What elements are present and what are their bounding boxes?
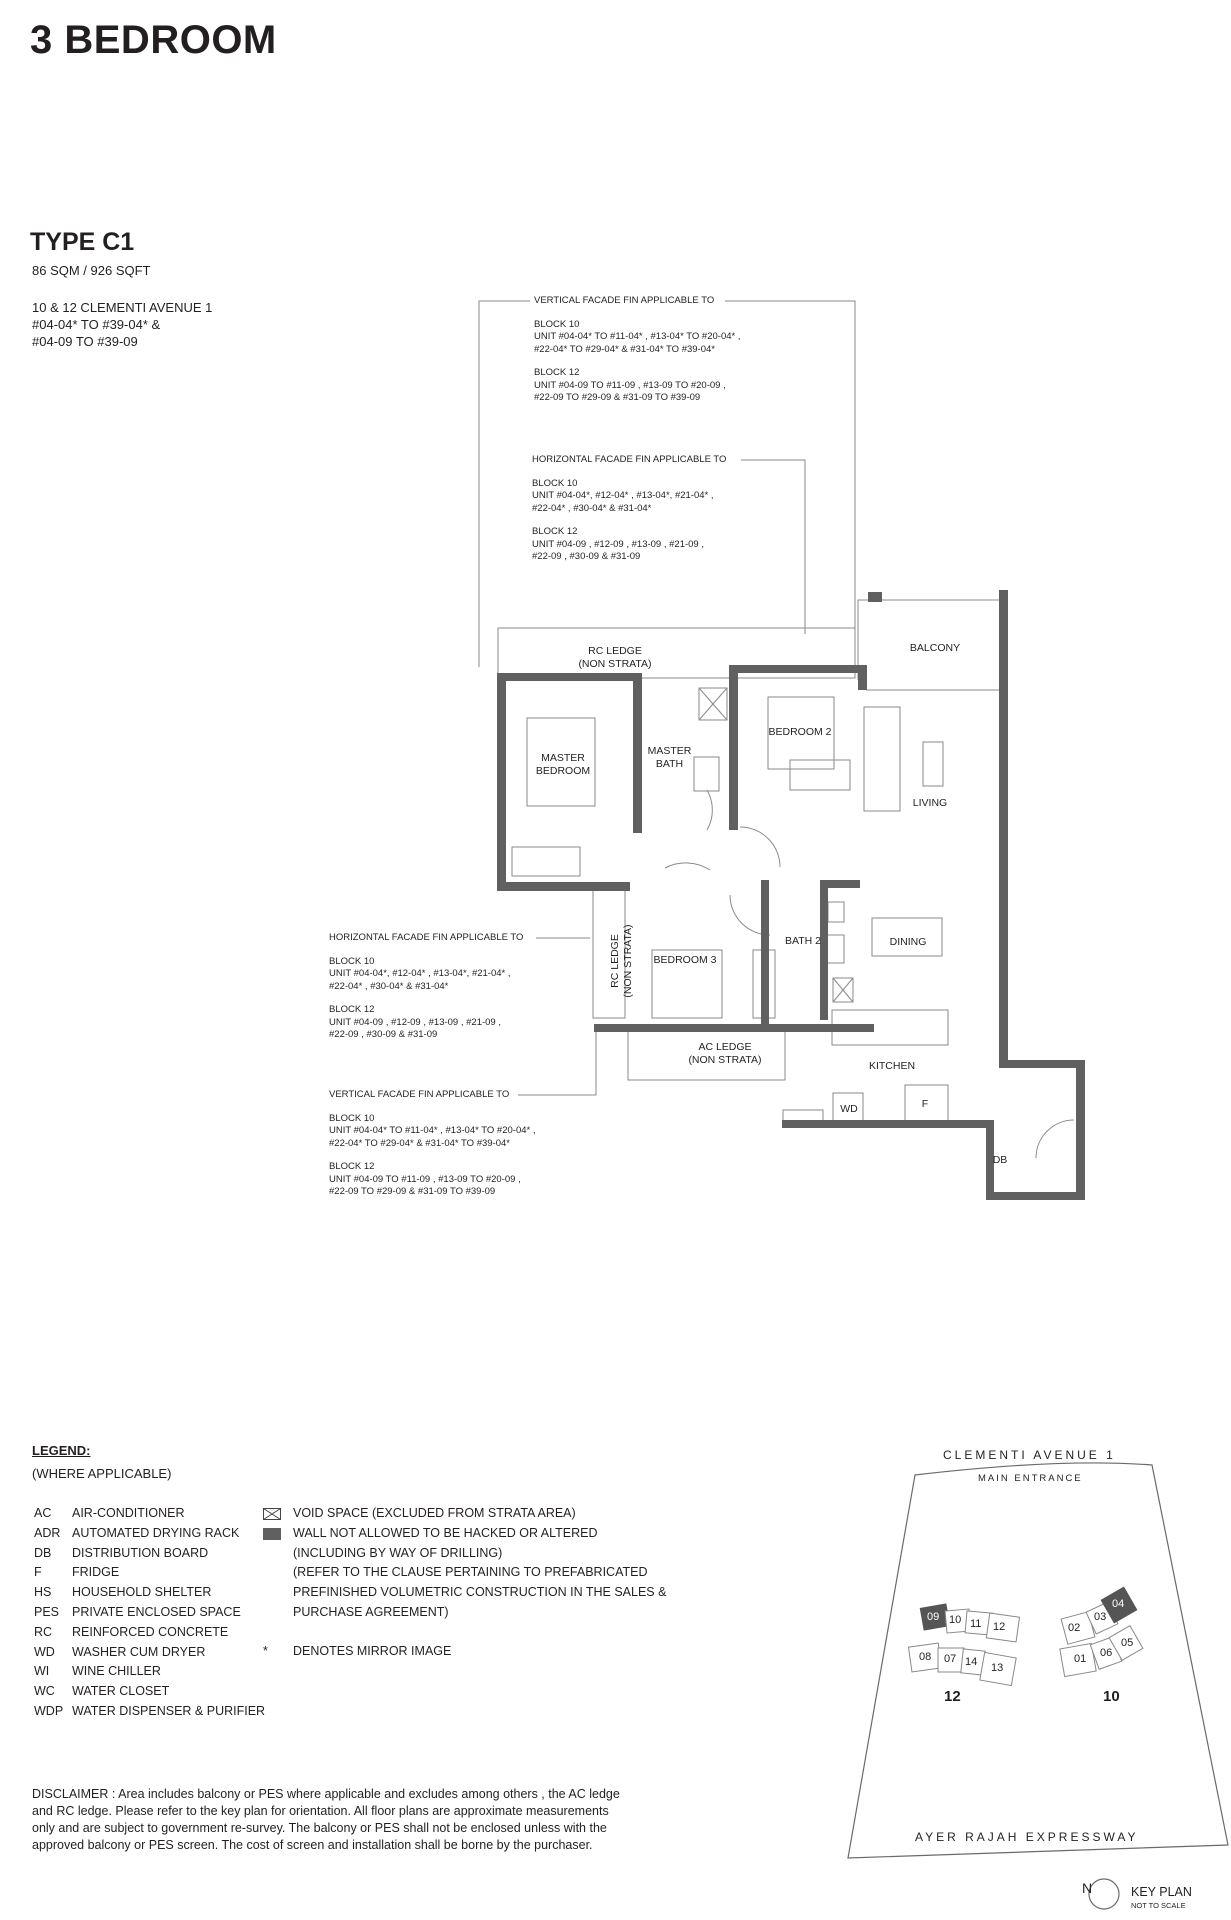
disclaimer [32,1786,682,1854]
legend-item [34,1643,265,1663]
room-label: RC LEDGE [588,645,642,657]
wall [858,665,867,690]
wall [999,590,1008,1068]
master-bedroom-label [523,752,603,778]
disclaimer-line: approved balcony or PES screen. The cost of screen and installation shall be borne by the purchaser. [32,1838,593,1852]
note-block-title: BLOCK 12 [329,1161,375,1172]
wall [729,665,738,830]
wall [868,592,882,602]
north-compass [1089,1879,1119,1909]
wall [497,673,637,681]
kitchen-label: KITCHEN [868,1060,916,1072]
bath2-basin [828,902,844,922]
note-line: #22-09 TO #29-09 & #31-09 TO #39-09 [534,392,701,403]
unit-type-title: TYPE C1 [30,228,135,256]
legend-wall-line [263,1583,666,1603]
coffee-table [923,742,943,786]
unit-number: 14 [965,1656,978,1668]
note-line: UNIT #04-09 TO #11-09 , #13-09 TO #20-09 , [534,379,726,391]
block-10-label: 10 [1103,1688,1120,1705]
wall [986,1192,1085,1200]
door-swing [707,790,712,830]
rc-ledge-side-label [609,906,635,1016]
note-heading: HORIZONTAL FACADE FIN APPLICABLE TO [329,932,524,943]
legend-desc: VOID SPACE (EXCLUDED FROM STRATA AREA) [293,1506,576,1520]
legend-abbr: RC [34,1624,53,1639]
wall [729,665,859,673]
note-line: #22-04* , #30-04* & #31-04* [532,502,652,514]
legend-desc: DISTRIBUTION BOARD [72,1545,209,1560]
page-title: 3 BEDROOM [30,18,277,62]
legend-desc: AIR-CONDITIONER [72,1506,185,1520]
disclaimer-line: DISCLAIMER : Area includes balcony or PES where applicable and excludes among others , the AC ledge [32,1787,620,1801]
note-line: #22-04* , #30-04* & #31-04* [329,980,449,992]
key-plan-scale: NOT TO SCALE [1131,1901,1186,1910]
wall-swatch-icon [263,1528,281,1540]
unit-number: 08 [919,1651,932,1663]
living-label: LIVING [912,797,948,809]
note-block-title: BLOCK 10 [329,1112,375,1124]
wall [999,1060,1083,1068]
legend-void-row [263,1504,666,1524]
fridge-label: F [921,1098,929,1110]
room-label: RC LEDGE [609,934,621,988]
room-label: (NON STRATA) [622,924,634,998]
legend-wall-row [263,1524,666,1544]
leader-line [479,301,530,667]
legend-desc: FRIDGE [72,1565,120,1580]
note-block-title: BLOCK 12 [532,526,578,537]
key-plan-road-top: CLEMENTI AVENUE 1 [943,1448,1116,1462]
room-label: AC LEDGE [698,1041,752,1053]
note-block-title: BLOCK 12 [534,367,580,378]
legend-list [34,1504,265,1722]
unit-number: 09 [927,1611,940,1623]
master-bath-label [642,745,697,771]
note-heading: VERTICAL FACADE FIN APPLICABLE TO [329,1089,510,1100]
disclaimer-line: and RC ledge. Please refer to the key plan for orientation. All floor plans are approximate measurements [32,1804,609,1818]
unit-number: 10 [949,1614,962,1626]
legend-item [34,1504,265,1524]
legend-desc: WALL NOT ALLOWED TO BE HACKED OR ALTERED [293,1525,598,1540]
wall [497,678,506,891]
legend-abbr: WC [34,1684,55,1699]
legend-item [34,1524,265,1544]
dining-label: DINING [889,936,927,948]
legend-item [34,1563,265,1583]
unit-number: 01 [1074,1653,1087,1665]
sofa [864,707,900,811]
key-plan-main-entrance: MAIN ENTRANCE [978,1473,1083,1484]
legend-item [34,1702,265,1722]
legend-abbr: HS [34,1585,52,1600]
legend-desc: PURCHASE AGREEMENT) [293,1604,449,1619]
legend-abbr: WDP [34,1703,64,1718]
note-block-title: BLOCK 10 [534,318,580,330]
note-line: UNIT #04-09 TO #11-09 , #13-09 TO #20-09 , [329,1173,521,1185]
address-line: 10 & 12 CLEMENTI AVENUE 1 [32,300,213,315]
legend-abbr: F [34,1565,42,1580]
main-door-swing [1036,1120,1074,1158]
leader-line [725,301,855,645]
wd-label: WD [840,1103,858,1115]
legend-mirror-row [263,1642,666,1662]
disclaimer-line: only and are subject to government re-survey. The balcony or PES shall not be enclosed unless with the [32,1821,607,1835]
legend-desc: (INCLUDING BY WAY OF DRILLING) [293,1545,503,1560]
room-label: (NON STRATA) [688,1054,762,1066]
unit-number: 02 [1068,1622,1081,1634]
db-label: DB [992,1154,1008,1166]
legend-item [34,1623,265,1643]
master-wardrobe [512,847,580,876]
wall [782,1120,986,1128]
legend-desc: DENOTES MIRROR IMAGE [293,1643,452,1658]
note-block-title: BLOCK 10 [329,955,375,967]
legend-desc: PREFINISHED VOLUMETRIC CONSTRUCTION IN THE SALES & [293,1585,667,1600]
legend-desc: REINFORCED CONCRETE [72,1624,229,1639]
note-line: #22-09 TO #29-09 & #31-09 TO #39-09 [329,1186,496,1197]
legend-item [34,1662,265,1682]
legend-abbr: PES [34,1604,60,1619]
note-line: UNIT #04-04* TO #11-04* , #13-04* TO #20-04* , [329,1125,536,1136]
block-12-label: 12 [944,1688,961,1705]
legend-symbols [263,1504,666,1662]
legend-subtitle: (WHERE APPLICABLE) [32,1466,172,1481]
north-label: N [1082,1880,1093,1896]
unit-number: 06 [1100,1647,1113,1659]
legend-desc: WATER DISPENSER & PURIFIER [72,1703,266,1718]
ac-ledge-label [670,1041,780,1067]
legend-desc: WATER CLOSET [72,1684,170,1699]
unit-number: 12 [993,1621,1006,1633]
note-heading: HORIZONTAL FACADE FIN APPLICABLE TO [532,454,727,465]
note-line: UNIT #04-09 , #12-09 , #13-09 , #21-09 , [329,1016,501,1028]
door-swing [665,863,710,870]
note-line: #22-04* TO #29-04* & #31-04* TO #39-04* [534,343,715,355]
legend-desc: WASHER CUM DRYER [72,1644,206,1659]
address-line: #04-04* TO #39-04* & [32,317,161,332]
legend-item [34,1682,265,1702]
note-line: UNIT #04-04* TO #11-04* , #13-04* TO #20-04* , [534,331,741,342]
legend-desc: WINE CHILLER [72,1664,161,1679]
room-label: BEDROOM [535,765,591,777]
unit-number: 13 [991,1662,1004,1674]
unit-number: 03 [1094,1611,1107,1623]
key-plan-title: KEY PLAN [1131,1885,1192,1899]
note-line: UNIT #04-09 , #12-09 , #13-09 , #21-09 , [532,538,704,550]
legend-abbr: AC [34,1506,52,1520]
legend-desc: (REFER TO THE CLAUSE PERTAINING TO PREFABRICATED [293,1565,648,1580]
unit-number: 05 [1121,1637,1134,1649]
unit-number: 07 [944,1653,957,1665]
unit-number: 04 [1112,1598,1125,1610]
legend-desc: HOUSEHOLD SHELTER [72,1585,212,1600]
leader-line [741,460,805,634]
note-line: #22-04* TO #29-04* & #31-04* TO #39-04* [329,1137,510,1149]
wall [1076,1060,1085,1200]
address-line: #04-09 TO #39-09 [32,334,138,349]
legend-item [34,1583,265,1603]
note-line: UNIT #04-04*, #12-04* , #13-04*, #21-04* , [329,968,511,979]
structural-walls [497,590,1085,1200]
legend-abbr: ADR [34,1525,61,1540]
bedroom3-label: BEDROOM 3 [653,954,717,966]
wall [761,880,769,1030]
note-line: UNIT #04-04*, #12-04* , #13-04*, #21-04* , [532,490,714,501]
note-block-title: BLOCK 10 [532,477,578,489]
balcony-outline [858,600,1005,680]
bath2-label: BATH 2 [785,935,821,947]
void-space-icon [263,1508,281,1520]
legend-item [34,1603,265,1623]
legend-wall-line [263,1544,666,1564]
rc-ledge-top-label [555,645,675,671]
legend-desc: PRIVATE ENCLOSED SPACE [72,1604,241,1619]
wall [633,673,642,833]
bedroom2-label: BEDROOM 2 [768,726,832,738]
note-block-title: BLOCK 12 [329,1004,375,1015]
unit-number: 11 [970,1618,982,1630]
leader-line [518,1028,596,1095]
site-boundary [848,1463,1228,1858]
note-line: #22-09 , #30-09 & #31-09 [329,1029,438,1040]
legend-item [34,1544,265,1564]
note-heading: VERTICAL FACADE FIN APPLICABLE TO [534,295,715,306]
legend-wall-line [263,1563,666,1583]
door-swing [740,827,780,867]
room-label: MASTER [647,745,692,757]
room-label: BATH [655,758,684,770]
wall [594,1024,874,1032]
wall [820,880,828,1020]
balcony-label: BALCONY [909,642,961,654]
legend-abbr: WI [34,1664,50,1679]
bedroom2-wardrobe [790,760,850,790]
wall [497,882,630,891]
legend-abbr: DB [34,1545,52,1560]
note-line: #22-09 , #30-09 & #31-09 [532,551,641,562]
room-label: MASTER [541,752,585,764]
legend-abbr: WD [34,1644,55,1659]
key-plan-road-bottom: AYER RAJAH EXPRESSWAY [915,1830,1139,1844]
asterisk-icon: * [263,1643,268,1658]
room-label: (NON STRATA) [578,658,652,670]
legend-title: LEGEND: [32,1443,91,1458]
legend-wall-line [263,1603,666,1623]
master-wc [694,757,719,791]
unit-size: 86 SQM / 926 SQFT [32,263,151,278]
wall [820,880,860,888]
legend-desc: AUTOMATED DRYING RACK [72,1525,240,1540]
